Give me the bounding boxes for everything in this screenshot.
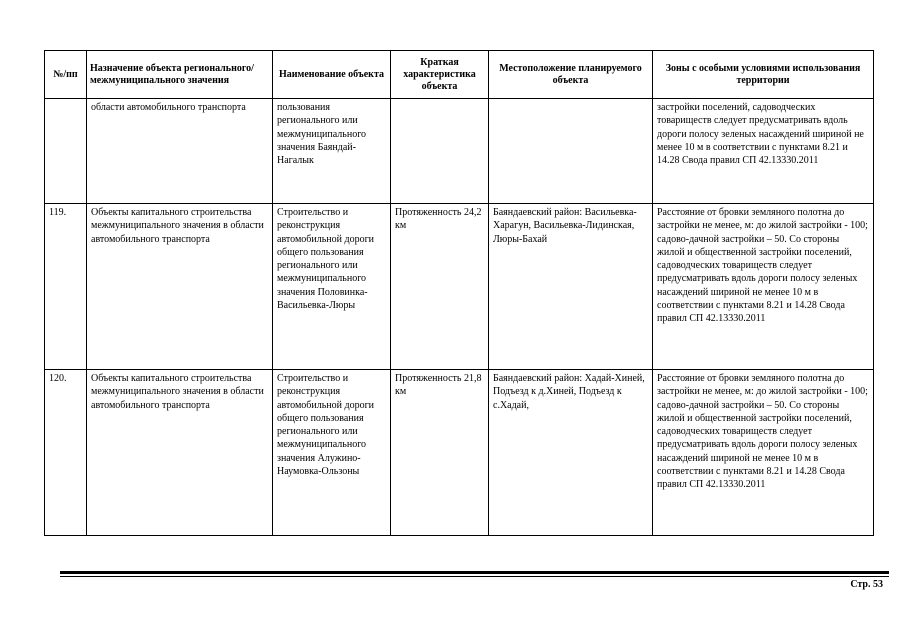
row-location: Баяндаевский район: Хадай-Хиней, Подъезд к д.Хиней, Подъезд к с.Хадай, bbox=[489, 370, 653, 536]
header-row bbox=[45, 51, 874, 99]
row-characteristic bbox=[391, 99, 489, 204]
footer-rule bbox=[60, 571, 889, 574]
row-characteristic: Протяженность 24,2 км bbox=[391, 204, 489, 370]
header-zones: Зоны с особыми условиями использования территории bbox=[653, 51, 874, 99]
table-row bbox=[45, 370, 874, 536]
row-name: Строительство и реконструкция автомобильной дороги общего пользования регионального или межмуниципального значения Половинка-Васильевка-Люры bbox=[273, 204, 391, 370]
row-purpose: области автомобильного транспорта bbox=[87, 99, 273, 204]
row-location bbox=[489, 99, 653, 204]
row-purpose: Объекты капитального строительства межмуниципального значения в области автомобильного транспорта bbox=[87, 204, 273, 370]
header-name: Наименование объекта bbox=[273, 51, 391, 99]
header-characteristic: Краткая характеристика объекта bbox=[391, 51, 489, 99]
row-characteristic: Протяженность 21,8 км bbox=[391, 370, 489, 536]
row-zones: Расстояние от бровки земляного полотна до застройки не менее, м: до жилой застройки - 100; садово-дачной застройки – 50. Со стороны жилой и общественной застройки поселений, садоводческих товариществ следует предусматривать вдоль дороги полосу зеленых насаждений шириной не менее 10 м в соответствии с пунктами 8.21 и 14.28 Свода правил СП 42.13330.2011 bbox=[653, 204, 874, 370]
row-purpose: Объекты капитального строительства межмуниципального значения в области автомобильного транспорта bbox=[87, 370, 273, 536]
row-num: 120. bbox=[45, 370, 87, 536]
header-location: Местоположение планируемого объекта bbox=[489, 51, 653, 99]
page-number: Стр. 53 bbox=[850, 579, 883, 590]
header-purpose: Назначение объекта регионального/ межмуниципального значения bbox=[87, 51, 273, 99]
row-zones: застройки поселений, садоводческих товариществ следует предусматривать вдоль дороги полосу зеленых насаждений шириной не менее 10 м в соответствии с пунктами 8.21 и 14.28 Свода правил СП 42.13330.2011 bbox=[653, 99, 874, 204]
row-name: пользования регионального или межмуниципального значения Баяндай-Нагалык bbox=[273, 99, 391, 204]
row-num bbox=[45, 99, 87, 204]
row-name: Строительство и реконструкция автомобильной дороги общего пользования регионального или межмуниципального значения Алужино-Наумовка-Ользоны bbox=[273, 370, 391, 536]
row-location: Баяндаевский район: Васильевка-Харагун, Васильевка-Лидинская, Люры-Бахай bbox=[489, 204, 653, 370]
table-row bbox=[45, 99, 874, 204]
footer-rule-thin bbox=[60, 576, 889, 577]
table-row bbox=[45, 204, 874, 370]
row-num: 119. bbox=[45, 204, 87, 370]
document-table bbox=[44, 50, 874, 536]
header-num: №/пп bbox=[45, 51, 87, 99]
row-zones: Расстояние от бровки земляного полотна до застройки не менее, м: до жилой застройки - 100; садово-дачной застройки – 50. Со стороны жилой и общественной застройки поселений, садоводческих товариществ следует предусматривать вдоль дороги полосу зеленых насаждений шириной не менее 10 м в соответствии с пунктами 8.21 и 14.28 Свода правил СП 42.13330.2011 bbox=[653, 370, 874, 536]
